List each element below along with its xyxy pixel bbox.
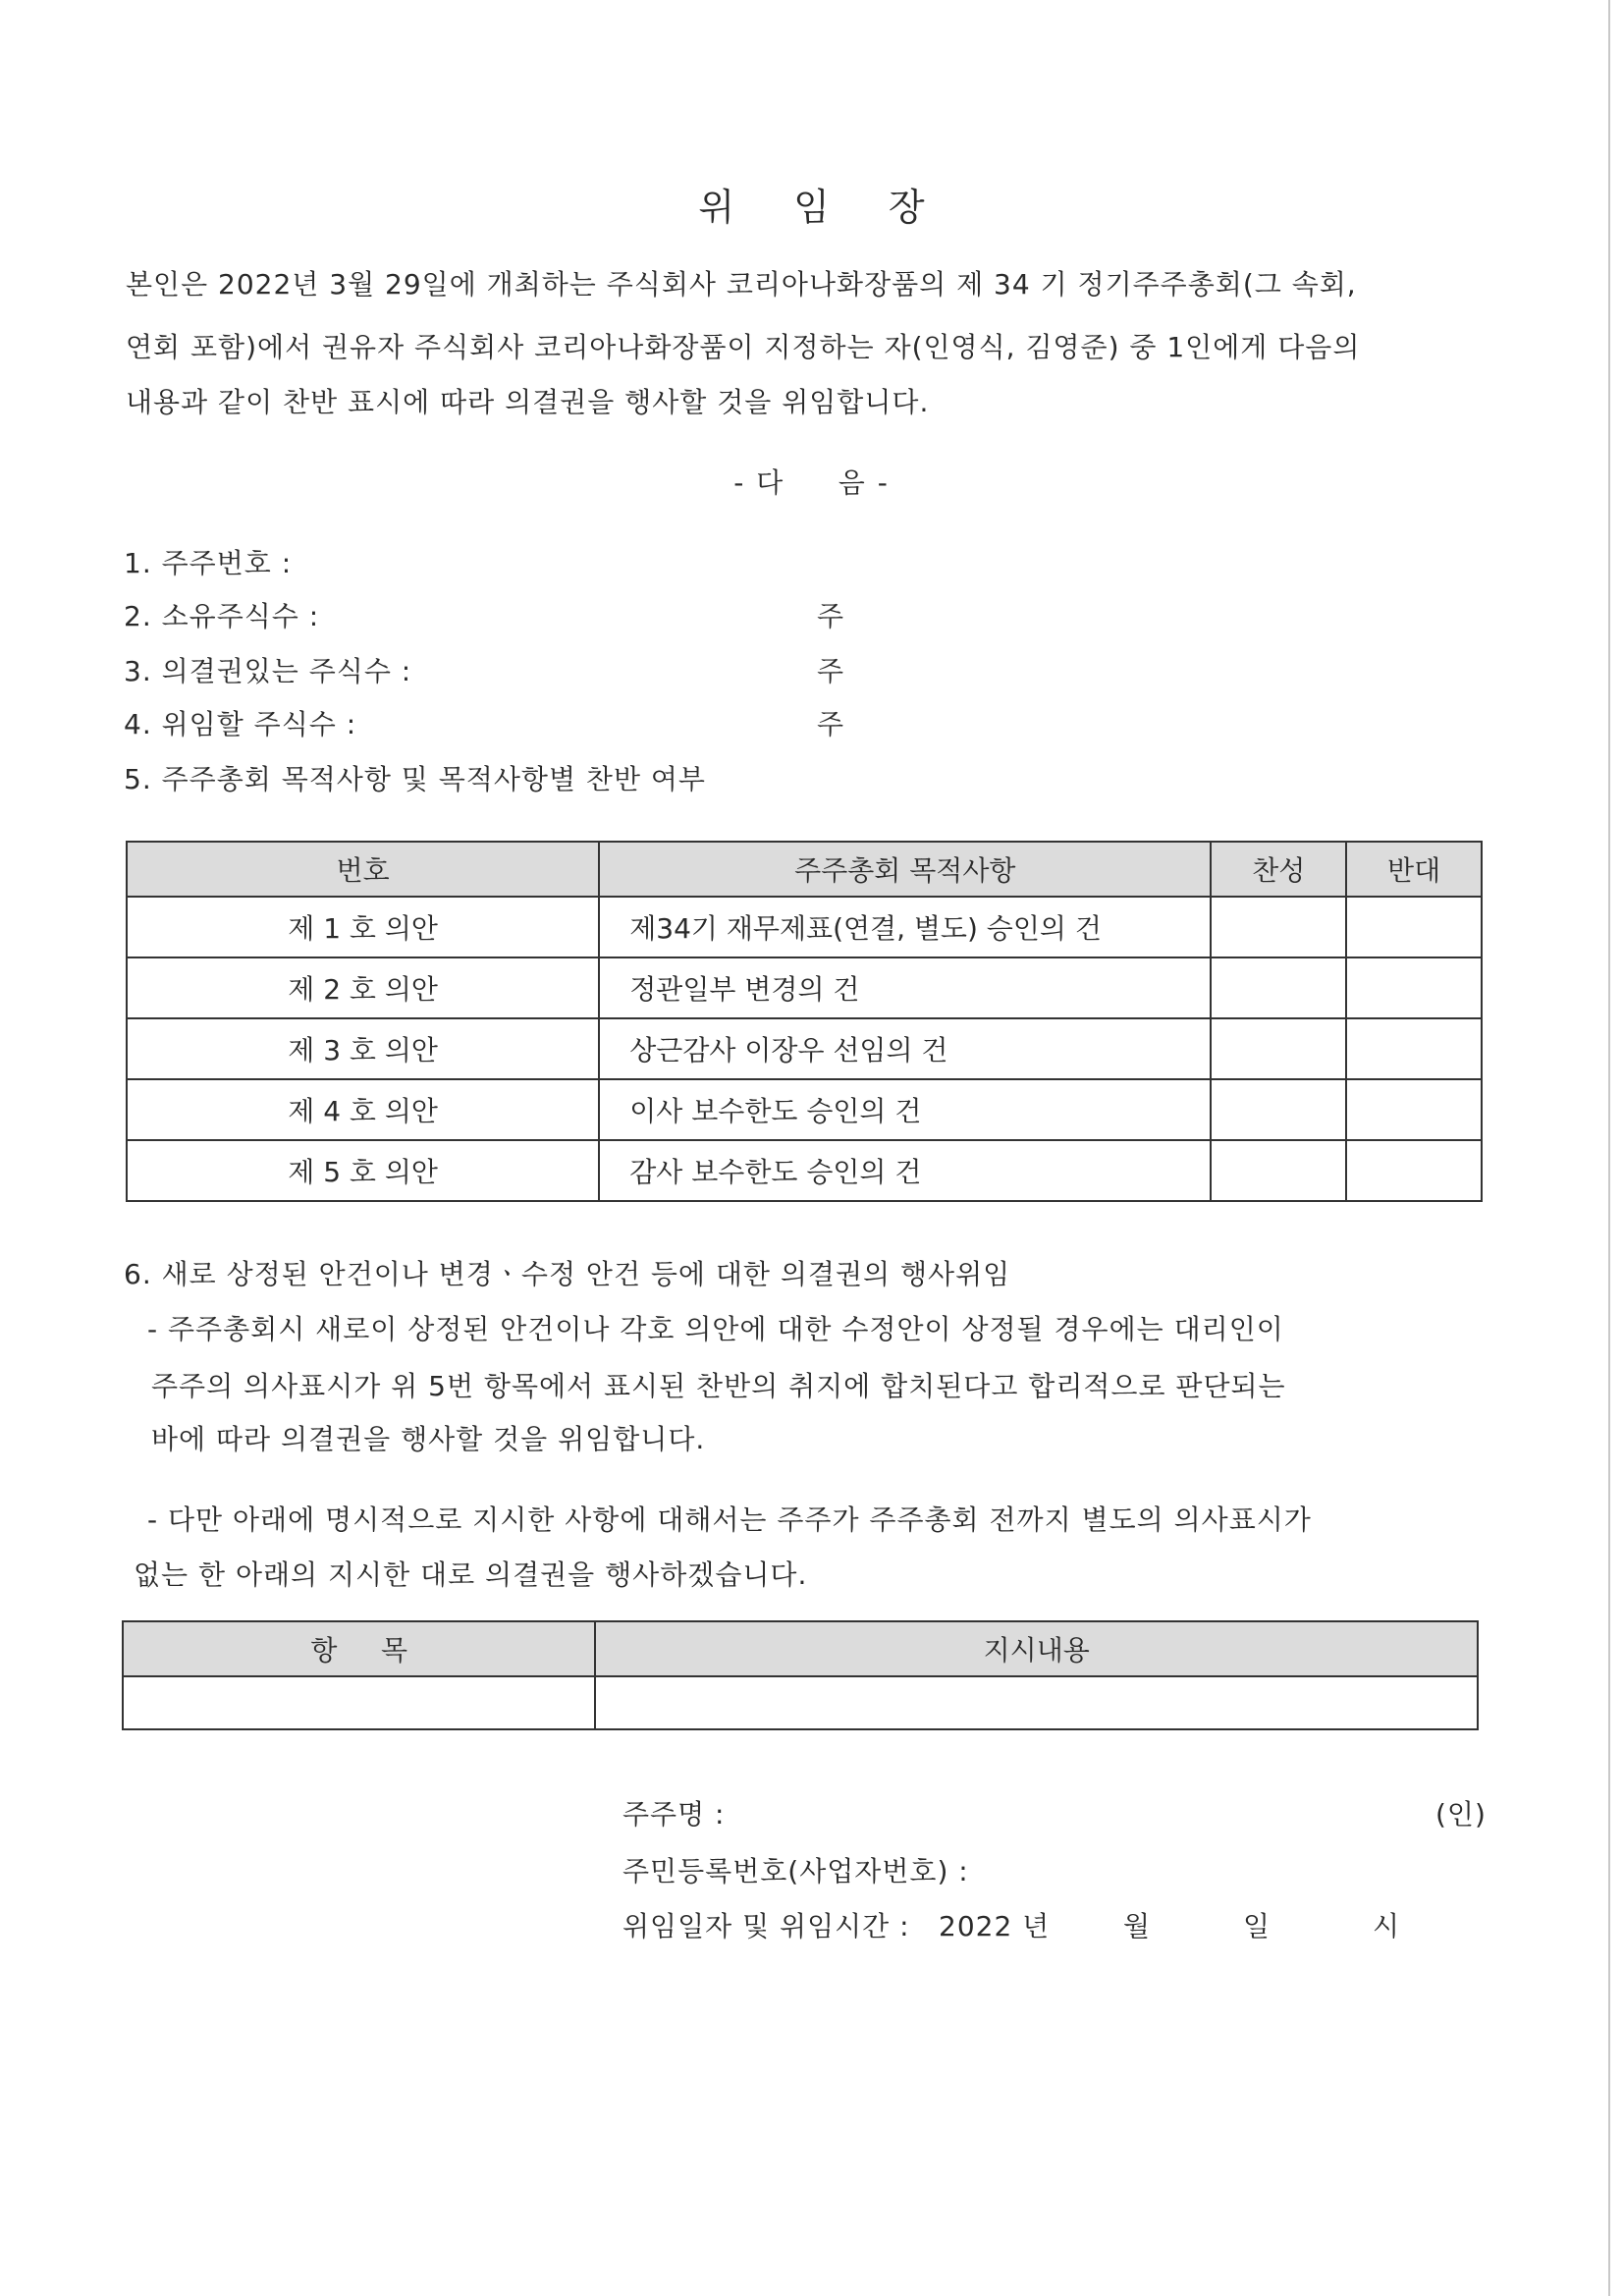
vote-for-cell[interactable] <box>1211 1079 1346 1140</box>
item-delegated-shares: 4. 위임할 주식수 : <box>124 708 357 740</box>
agenda-subject: 상근감사 이장우 선임의 건 <box>599 1018 1211 1079</box>
document-title: 위 임 장 <box>698 186 948 229</box>
intro-line-2: 연회 포함)에서 권유자 주식회사 코리아나화장품이 지정하는 자(인영식, 김영준) 중 1인에게 다음의 <box>126 331 1361 363</box>
agenda-number: 제 4 호 의안 <box>127 1079 599 1140</box>
header-item: 항 목 <box>123 1621 595 1676</box>
table-row <box>127 1018 1482 1079</box>
vote-for-cell[interactable] <box>1211 1140 1346 1201</box>
agenda-subject: 제34기 재무제표(연결, 별도) 승인의 건 <box>599 897 1211 957</box>
agenda-subject: 감사 보수한도 승인의 건 <box>599 1140 1211 1201</box>
table-row <box>127 957 1482 1018</box>
header-for: 찬성 <box>1211 842 1346 897</box>
date-year: 2022 년 <box>939 1910 1051 1942</box>
instruction-table-header <box>123 1621 1478 1676</box>
agenda-number: 제 5 호 의안 <box>127 1140 599 1201</box>
voting-shares-unit: 주 <box>817 655 844 687</box>
intro-line-1: 본인은 2022년 3월 29일에 개최하는 주식회사 코리아나화장품의 제 34 기 정기주주총회(그 속회, <box>126 268 1357 301</box>
section6-para2-line-1: - 다만 아래에 명시적으로 지시한 사항에 대해서는 주주가 주주총회 전까지 별도의 의사표시가 <box>147 1503 1312 1536</box>
intro-line-3: 내용과 같이 찬반 표시에 따라 의결권을 행사할 것을 위임합니다. <box>126 386 930 418</box>
agenda-number: 제 1 호 의안 <box>127 897 599 957</box>
table-row <box>127 1079 1482 1140</box>
owned-shares-unit: 주 <box>817 600 844 632</box>
agenda-number: 제 2 호 의안 <box>127 957 599 1018</box>
date-month: 월 <box>1123 1910 1152 1942</box>
item-owned-shares: 2. 소유주식수 : <box>124 600 320 632</box>
delegated-shares-unit: 주 <box>817 708 844 740</box>
seal-mark: (인) <box>1435 1798 1487 1831</box>
vote-for-cell[interactable] <box>1211 957 1346 1018</box>
agenda-table <box>126 841 1483 1202</box>
vote-against-cell[interactable] <box>1346 1018 1482 1079</box>
shareholder-name-label: 주주명 : <box>622 1798 726 1831</box>
date-day: 일 <box>1243 1910 1271 1942</box>
header-against: 반대 <box>1346 842 1482 897</box>
vote-for-cell[interactable] <box>1211 1018 1346 1079</box>
section6-para1-line-1: - 주주총회시 새로이 상정된 안건이나 각호 의안에 대한 수정안이 상정될 경우에는 대리인이 <box>147 1313 1284 1345</box>
section6-para1-line-2: 주주의 의사표시가 위 5번 항목에서 표시된 찬반의 취지에 합치된다고 합리적으로 판단되는 <box>151 1370 1286 1402</box>
vote-against-cell[interactable] <box>1346 1079 1482 1140</box>
vote-against-cell[interactable] <box>1346 1140 1482 1201</box>
item-voting-shares: 3. 의결권있는 주식수 : <box>124 655 412 687</box>
table-row <box>127 1140 1482 1201</box>
date-hour: 시 <box>1373 1910 1401 1942</box>
header-subject: 주주총회 목적사항 <box>599 842 1211 897</box>
agenda-table-header <box>127 842 1482 897</box>
table-row <box>123 1676 1478 1729</box>
item-agenda-heading: 5. 주주총회 목적사항 및 목적사항별 찬반 여부 <box>124 763 706 795</box>
agenda-subject: 정관일부 변경의 건 <box>599 957 1211 1018</box>
item-shareholder-number: 1. 주주번호 : <box>124 547 293 579</box>
registration-number-label: 주민등록번호(사업자번호) : <box>622 1855 969 1887</box>
vote-for-cell[interactable] <box>1211 897 1346 957</box>
section6-para2-line-2: 없는 한 아래의 지시한 대로 의결권을 행사하겠습니다. <box>134 1558 808 1591</box>
instruction-table <box>122 1620 1479 1730</box>
vote-against-cell[interactable] <box>1346 897 1482 957</box>
page-edge-line <box>1608 0 1610 2296</box>
agenda-subject: 이사 보수한도 승인의 건 <box>599 1079 1211 1140</box>
header-instruction: 지시내용 <box>595 1621 1478 1676</box>
agenda-number: 제 3 호 의안 <box>127 1018 599 1079</box>
section6-para1-line-3: 바에 따라 의결권을 행사할 것을 위임합니다. <box>151 1423 706 1455</box>
separator-heading: - 다 음 - <box>733 466 890 499</box>
instruction-content-cell[interactable] <box>595 1676 1478 1729</box>
header-number: 번호 <box>127 842 599 897</box>
table-row <box>127 897 1482 957</box>
section6-heading: 6. 새로 상정된 안건이나 변경ㆍ수정 안건 등에 대한 의결권의 행사위임 <box>124 1258 1011 1290</box>
instruction-item-cell[interactable] <box>123 1676 595 1729</box>
delegation-date-label: 위임일자 및 위임시간 : <box>622 1910 910 1942</box>
vote-against-cell[interactable] <box>1346 957 1482 1018</box>
